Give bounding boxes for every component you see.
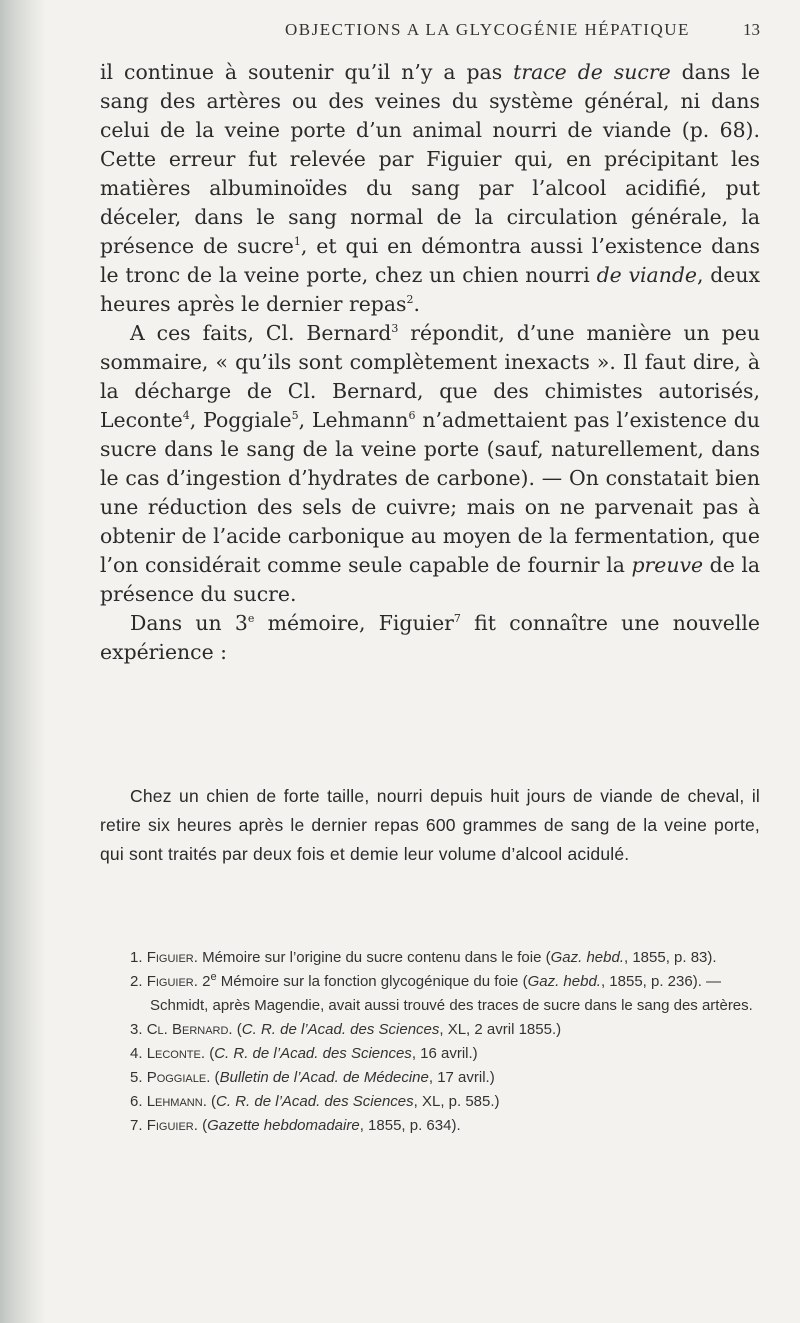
text-run: Mémoire sur l’origine du sucre contenu dans le foie ( bbox=[197, 949, 551, 966]
text-run: , Poggiale bbox=[189, 408, 292, 432]
footnote-author: Cl. Bernard. bbox=[146, 1021, 233, 1038]
italic-text: Bulletin de l’Acad. de Médecine bbox=[219, 1069, 429, 1086]
italic-text: C. R. de l’Acad. des Sciences bbox=[216, 1093, 414, 1110]
page-header bbox=[100, 20, 760, 50]
footnote-ref: 6 bbox=[408, 409, 416, 423]
text-run: il continue à soutenir qu’il n’y a pas bbox=[100, 60, 514, 84]
footnote-number: 3. bbox=[130, 1021, 143, 1038]
footnote-ref: 7 bbox=[453, 612, 461, 626]
footnote-ref: 4 bbox=[182, 409, 190, 423]
footnote-2 bbox=[100, 970, 760, 1018]
paragraph-2 bbox=[100, 319, 760, 609]
footnote-number: 1. bbox=[130, 949, 143, 966]
footnote-author: Leconte. bbox=[146, 1045, 206, 1062]
italic-text: Gaz. hebd. bbox=[550, 949, 624, 966]
superscript: e bbox=[210, 971, 217, 983]
paragraph-1 bbox=[100, 58, 760, 319]
body-text bbox=[100, 58, 760, 667]
text-run: , XL, 2 avril 1855.) bbox=[439, 1021, 562, 1038]
footnote-6 bbox=[100, 1090, 760, 1114]
text-run: ( bbox=[206, 1093, 217, 1110]
text-run: répondit, d’une manière un peu sommaire, « qu’ils sont complètement inexacts ». Il faut dire, à la décharge de Cl. Bernard, que des chimistes autorisés, Leconte bbox=[100, 321, 760, 432]
text-run: , 16 avril.) bbox=[411, 1045, 478, 1062]
text-run: n’admettaient pas l’existence du sucre dans le sang de la veine porte (sauf, naturellement, dans le cas d’ingestion d’hydrates de carbone). — On constatait bien une réduction des sels de cuivre; mais on ne parvenait pas à obtenir de l’acide carbonique au moyen de la fermentation, que l’on considérait comme seule capable de fournir la bbox=[100, 408, 760, 577]
footnote-number: 7. bbox=[130, 1117, 143, 1134]
footnotes bbox=[100, 946, 760, 1138]
text-run: ( bbox=[232, 1021, 242, 1038]
text-run: fit connaître une nouvelle expérience : bbox=[100, 611, 760, 664]
superscript: e bbox=[247, 612, 255, 626]
footnote-author: Figuier. bbox=[146, 973, 198, 990]
italic-text: Gaz. hebd. bbox=[527, 973, 601, 990]
footnote-ref: 2 bbox=[406, 293, 414, 307]
footnote-author: Lehmann. bbox=[146, 1093, 207, 1110]
footnote-ref: 3 bbox=[391, 322, 399, 336]
text-run: 2 bbox=[197, 973, 211, 990]
footnote-number: 5. bbox=[130, 1069, 143, 1086]
footnote-number: 4. bbox=[130, 1045, 143, 1062]
footnote-1 bbox=[100, 946, 760, 970]
text-run: mémoire, Figuier bbox=[254, 611, 454, 635]
footnote-author: Figuier. bbox=[146, 949, 198, 966]
italic-text: trace de sucre bbox=[513, 60, 671, 84]
text-run: ( bbox=[197, 1117, 208, 1134]
text-run: ( bbox=[205, 1045, 215, 1062]
italic-text: preuve bbox=[631, 553, 704, 577]
footnote-3 bbox=[100, 1018, 760, 1042]
footnote-5 bbox=[100, 1066, 760, 1090]
quote-text: Chez un chien de forte taille, nourri depuis huit jours de viande de cheval, il retire six heures après le dernier repas 600 grammes de sang de la veine porte, qui sont traités par deux fois et demie leur volume d’alcool acidulé. bbox=[100, 786, 760, 864]
text-run: Mémoire sur la fonction glycogénique du foie ( bbox=[216, 973, 528, 990]
footnote-ref: 5 bbox=[291, 409, 299, 423]
footnote-4 bbox=[100, 1042, 760, 1066]
page-number: 13 bbox=[743, 20, 760, 39]
text-run: Dans un 3 bbox=[130, 611, 248, 635]
text-run: , XL, p. 585.) bbox=[413, 1093, 500, 1110]
footnote-number: 2. bbox=[130, 973, 143, 990]
text-run: , 1855, p. 634). bbox=[359, 1117, 461, 1134]
text-run: , Lehmann bbox=[298, 408, 409, 432]
text-run: , deux heures après le dernier repas bbox=[100, 263, 760, 316]
paragraph-3 bbox=[100, 609, 760, 667]
italic-text: de viande bbox=[596, 263, 697, 287]
running-title: OBJECTIONS A LA GLYCOGÉNIE HÉPATIQUE bbox=[285, 20, 690, 39]
experiment-quote bbox=[100, 782, 760, 869]
italic-text: C. R. de l’Acad. des Sciences bbox=[214, 1045, 412, 1062]
footnote-7 bbox=[100, 1114, 760, 1138]
book-page bbox=[100, 0, 760, 1323]
text-run: dans le sang des artères ou des veines du système général, ni dans celui de la veine porte d’un animal nourri de viande (p. 68). Cette erreur fut relevée par Figuier qui, en précipitant les matières albuminoïdes du sang par l’alcool acidifié, put déceler, dans le sang normal de la circulation générale, la présence de sucre bbox=[100, 60, 760, 258]
text-run: , 1855, p. 236). — Schmidt, après Magendie, avait aussi trouvé des traces de sucre dans le sang des artères. bbox=[150, 973, 753, 1014]
footnote-author: Poggiale. bbox=[146, 1069, 211, 1086]
text-run: de la présence du sucre. bbox=[100, 553, 760, 606]
italic-text: C. R. de l’Acad. des Sciences bbox=[241, 1021, 440, 1038]
text-run: A ces faits, Cl. Bernard bbox=[130, 321, 392, 345]
footnote-author: Figuier. bbox=[146, 1117, 198, 1134]
scan-shadow-edge bbox=[0, 0, 46, 1323]
footnote-ref: 1 bbox=[293, 235, 301, 249]
text-run: ( bbox=[210, 1069, 220, 1086]
footnote-number: 6. bbox=[130, 1093, 143, 1110]
italic-text: Gazette hebdomadaire bbox=[207, 1117, 360, 1134]
text-run: . bbox=[413, 292, 420, 316]
text-run: , 17 avril.) bbox=[428, 1069, 495, 1086]
text-run: , et qui en démontra aussi l’existence dans le tronc de la veine porte, chez un chien nourri bbox=[100, 234, 760, 287]
text-run: , 1855, p. 83). bbox=[624, 949, 717, 966]
